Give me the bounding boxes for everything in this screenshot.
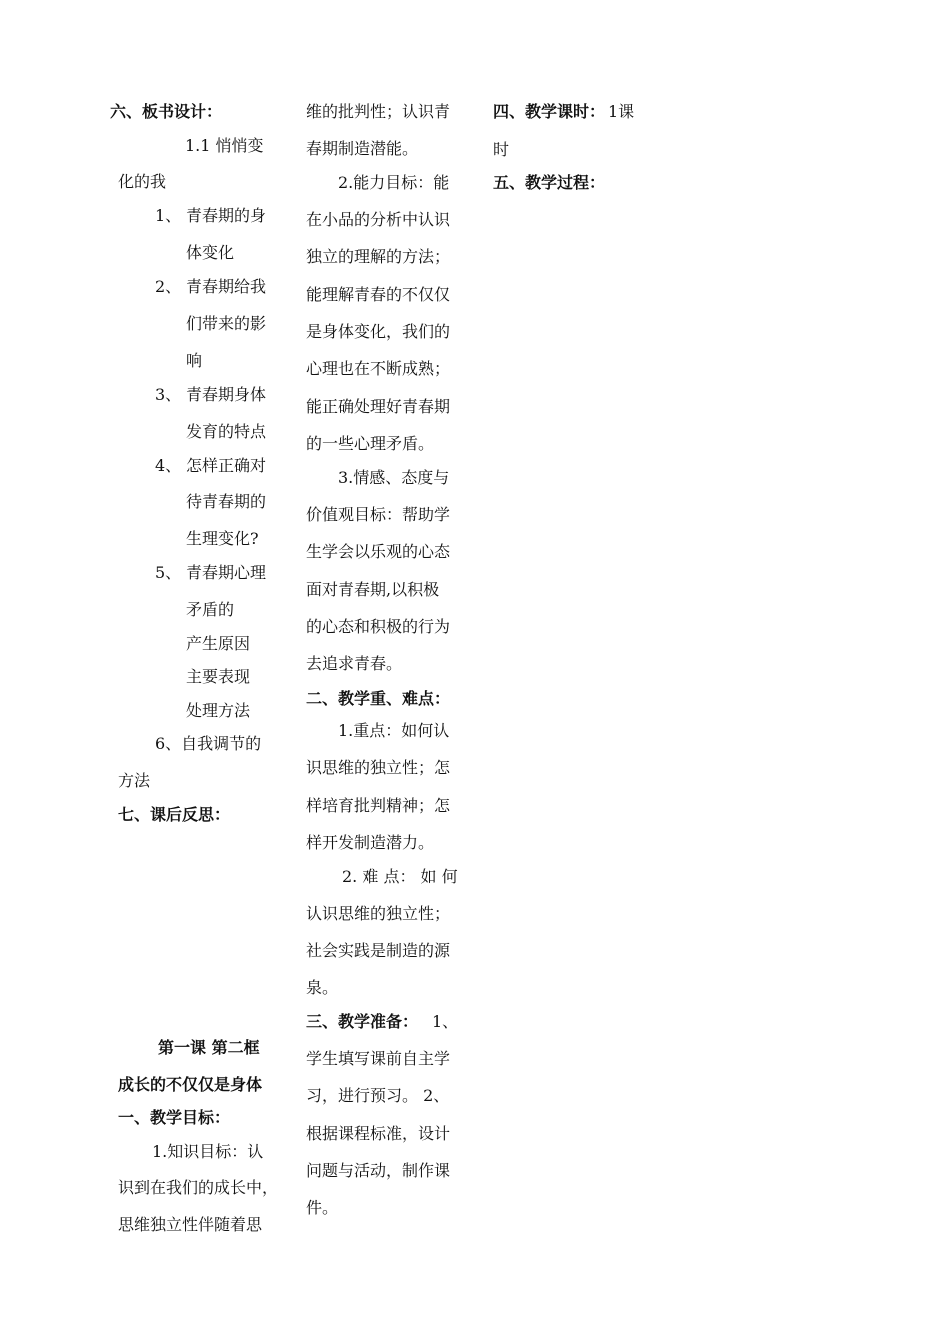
paragraph-line: 学生填写课前自主学 xyxy=(306,1049,451,1068)
paragraph-line: 习，进行预习。 2、 xyxy=(306,1086,450,1105)
paragraph-line: 2.能力目标：能 xyxy=(338,173,450,192)
reflection-heading: 七、课后反思： xyxy=(118,805,231,824)
paragraph-line: 社会实践是制造的源 xyxy=(306,941,451,960)
paragraph-line: 生学会以乐观的心态 xyxy=(306,542,451,561)
paragraph-line: 根据课程标准，设计 xyxy=(306,1124,451,1143)
list-item-text: 方法 xyxy=(118,771,151,790)
paragraph-line: 能正确处理好青春期 xyxy=(306,397,451,416)
paragraph-line: 1.知识目标：认 xyxy=(152,1142,264,1161)
hours-heading: 四、教学课时： xyxy=(493,102,606,121)
list-item-text: 青春期身体 xyxy=(186,385,267,404)
list-item-text: 青春期给我 xyxy=(186,277,267,296)
paragraph-line: 是身体变化，我们的 xyxy=(306,322,451,341)
list-item-text: 6、自我调节的 xyxy=(155,734,262,753)
list-item-number: 3、 xyxy=(155,385,182,404)
paragraph-line: 春期制造潜能。 xyxy=(306,139,419,158)
hours-value: 1课 xyxy=(608,102,635,121)
lesson-title-line-2: 化的我 xyxy=(118,172,167,191)
list-item-text: 矛盾的 xyxy=(186,600,235,619)
paragraph-line: 能理解青春的不仅仅 xyxy=(306,285,451,304)
paragraph-line: 样培育批判精神；怎 xyxy=(306,796,451,815)
paragraph-line: 在小品的分析中认识 xyxy=(306,210,451,229)
paragraph-line: 1、 xyxy=(432,1012,459,1031)
paragraph-line: 认识思维的独立性； xyxy=(306,904,451,923)
paragraph-line: 3.情感、态度与 xyxy=(338,468,450,487)
list-item-text: 主要表现 xyxy=(186,667,251,686)
lesson2-title-line-1: 第一课 第二框 xyxy=(158,1038,260,1057)
list-item-text: 响 xyxy=(186,351,203,370)
lesson-title-line-1: 1.1 悄悄变 xyxy=(185,136,264,155)
paragraph-line: 的一些心理矛盾。 xyxy=(306,434,435,453)
paragraph-line: 问题与活动，制作课 xyxy=(306,1161,451,1180)
paragraph-line: 1.重点：如何认 xyxy=(338,721,450,740)
paragraph-line: 思维独立性伴随着思 xyxy=(118,1215,263,1234)
paragraph-line: 面对青春期,以积极 xyxy=(306,580,440,599)
prep-heading: 三、教学准备： xyxy=(306,1012,419,1031)
list-item-number: 5、 xyxy=(155,563,182,582)
list-item-text: 怎样正确对 xyxy=(186,456,267,475)
paragraph-line: 2. 难 点： 如 何 xyxy=(342,867,458,886)
list-item-text: 青春期的身 xyxy=(186,206,267,225)
paragraph-line: 识思维的独立性；怎 xyxy=(306,758,451,777)
board-design-heading: 六、板书设计： xyxy=(110,102,223,121)
list-item-text: 生理变化? xyxy=(186,529,259,548)
paragraph-line: 心理也在不断成熟； xyxy=(306,359,451,378)
paragraph-line: 件。 xyxy=(306,1198,339,1217)
paragraph-line: 去追求青春。 xyxy=(306,654,403,673)
list-item-text: 产生原因 xyxy=(186,634,251,653)
list-item-text: 体变化 xyxy=(186,243,235,262)
list-item-number: 4、 xyxy=(155,456,182,475)
hours-unit: 时 xyxy=(493,140,510,159)
lesson2-title-line-2: 成长的不仅仅是身体 xyxy=(118,1075,263,1094)
paragraph-line: 的心态和积极的行为 xyxy=(306,617,451,636)
objectives-heading: 一、教学目标： xyxy=(118,1108,231,1127)
paragraph-line: 识到在我们的成长中， xyxy=(118,1178,279,1197)
list-item-text: 青春期心理 xyxy=(186,563,267,582)
key-points-heading: 二、教学重、难点： xyxy=(306,689,451,708)
list-item-text: 处理方法 xyxy=(186,701,251,720)
paragraph-line: 样开发制造潜力。 xyxy=(306,833,435,852)
list-item-text: 待青春期的 xyxy=(186,492,267,511)
list-item-number: 2、 xyxy=(155,277,182,296)
paragraph-line: 独立的理解的方法； xyxy=(306,247,451,266)
list-item-text: 发育的特点 xyxy=(186,422,267,441)
paragraph-line: 维的批判性；认识青 xyxy=(306,102,451,121)
paragraph-line: 价值观目标：帮助学 xyxy=(306,505,451,524)
process-heading: 五、教学过程： xyxy=(493,173,606,192)
list-item-text: 们带来的影 xyxy=(186,314,267,333)
paragraph-line: 泉。 xyxy=(306,978,339,997)
list-item-number: 1、 xyxy=(155,206,182,225)
